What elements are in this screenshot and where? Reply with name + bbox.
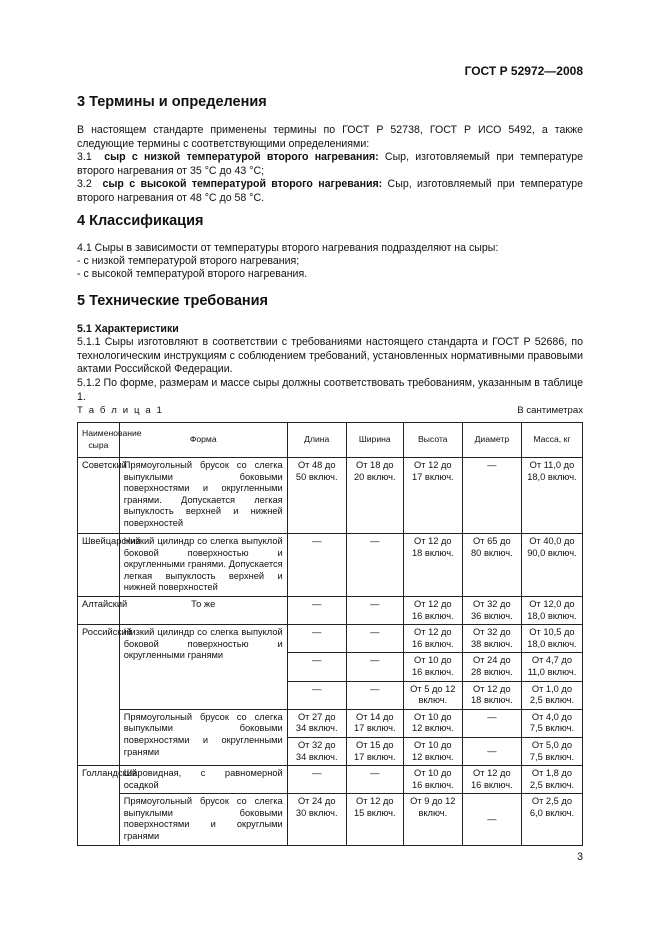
cell-height: От 9 до 12 включ. xyxy=(403,794,462,845)
cell-shape: Прямоугольный брусок со слегка выпуклыми боковыми поверхностями и округленными гранями. Допускается легкая выпуклость верхней и нижней поверхностей xyxy=(119,458,287,534)
paragraph-5-1-2: 5.1.2 По форме, размерам и массе сыры должны соответствовать требованиям, указанным в таблице 1. xyxy=(77,377,583,403)
cell-length: — xyxy=(287,534,346,597)
cell-diameter: От 12 до 18 включ. xyxy=(462,681,521,709)
cell-length: От 48 до 50 включ. xyxy=(287,458,346,534)
cell-length: — xyxy=(287,766,346,794)
term-3-2-number: 3.2 xyxy=(77,178,103,190)
cell-height: От 10 до 12 включ. xyxy=(403,709,462,737)
cell-name: Алтайский xyxy=(78,596,120,624)
cell-width: От 18 до 20 включ. xyxy=(346,458,403,534)
cell-length: От 32 до 34 включ. xyxy=(287,737,346,765)
term-3-1-term: сыр с низкой температурой второго нагревания: xyxy=(104,151,379,163)
cell-width: От 12 до 15 включ. xyxy=(346,794,403,845)
cell-diameter: — xyxy=(462,794,521,845)
cell-width: От 15 до 17 включ. xyxy=(346,737,403,765)
cell-diameter: От 65 до 80 включ. xyxy=(462,534,521,597)
cell-shape: Прямоугольный брусок со слегка выпуклыми боковыми поверхностями и округлыми гранями xyxy=(119,794,287,845)
cell-height: От 5 до 12 включ. xyxy=(403,681,462,709)
table-header-row xyxy=(78,423,583,458)
cell-height: От 10 до 16 включ. xyxy=(403,653,462,681)
paragraph-5-1-1: 5.1.1 Сыры изготовляют в соответствии с требованиями настоящего стандарта и ГОСТ Р 52686, по технологическим инструкциям с соблюдением требований, установленных нормативными правовыми актами Российской Федерации. xyxy=(77,336,583,376)
cell-mass: От 2,5 до 6,0 включ. xyxy=(521,794,582,845)
table-label: Т а б л и ц а 1 xyxy=(77,405,164,416)
cell-mass: От 11,0 до 18,0 включ. xyxy=(521,458,582,534)
term-3-2 xyxy=(77,178,583,205)
table-row xyxy=(78,534,583,597)
cell-mass: От 12,0 до 18,0 включ. xyxy=(521,596,582,624)
section-4-paragraph: 4.1 Сыры в зависимости от температуры второго нагревания подразделяют на сыры: xyxy=(77,242,499,254)
cell-diameter: От 32 до 36 включ. xyxy=(462,596,521,624)
cell-name: Российский xyxy=(78,625,120,766)
cell-height: От 12 до 18 включ. xyxy=(403,534,462,597)
cell-length: От 24 до 30 включ. xyxy=(287,794,346,845)
term-3-1-number: 3.1 xyxy=(77,151,105,163)
cell-diameter: — xyxy=(462,709,521,737)
cell-diameter: — xyxy=(462,458,521,534)
term-3-1 xyxy=(77,151,583,178)
cell-width: — xyxy=(346,534,403,597)
cell-width: — xyxy=(346,653,403,681)
section-3-title: 3 Термины и определения xyxy=(77,94,267,110)
table-row xyxy=(78,596,583,624)
cell-length: — xyxy=(287,596,346,624)
subsection-5-1-title: 5.1 Характеристики xyxy=(77,323,179,335)
cell-shape: То же xyxy=(119,596,287,624)
cell-width: От 14 до 17 включ. xyxy=(346,709,403,737)
section-3-intro: В настоящем стандарте применены термины по ГОСТ Р 52738, ГОСТ Р ИСО 5492, а также следующие термины с соответствующими определениями: xyxy=(77,124,583,150)
cell-diameter: От 12 до 16 включ. xyxy=(462,766,521,794)
cell-height: От 12 до 16 включ. xyxy=(403,596,462,624)
cell-mass: От 4,7 до 11,0 включ. xyxy=(521,653,582,681)
cell-shape: Прямоугольный брусок со слегка выпуклыми боковыми поверхностями и округленными гранями xyxy=(119,709,287,765)
cell-shape: Шаровидная, с равномерной осадкой xyxy=(119,766,287,794)
cell-height: От 12 до 16 включ. xyxy=(403,625,462,653)
cell-shape: Низкий цилиндр со слегка выпуклой боковой поверхностью и округленными гранями xyxy=(119,625,287,710)
cell-height: От 10 до 12 включ. xyxy=(403,737,462,765)
cell-height: От 12 до 17 включ. xyxy=(403,458,462,534)
cell-mass: От 4,0 до 7,5 включ. xyxy=(521,709,582,737)
cell-diameter: От 24 до 28 включ. xyxy=(462,653,521,681)
cell-length: — xyxy=(287,681,346,709)
table-row xyxy=(78,625,583,653)
cell-name: Голландский xyxy=(78,766,120,846)
section-5-title: 5 Технические требования xyxy=(77,293,269,309)
col-header-length: Длина xyxy=(287,423,346,458)
table-row xyxy=(78,766,583,794)
cell-name: Советский xyxy=(78,458,120,534)
cell-height: От 10 до 16 включ. xyxy=(403,766,462,794)
classification-item-high: - с высокой температурой второго нагревания. xyxy=(77,268,308,280)
cell-mass: От 40,0 до 90,0 включ. xyxy=(521,534,582,597)
cell-mass: От 5,0 до 7,5 включ. xyxy=(521,737,582,765)
cell-length: От 27 до 34 включ. xyxy=(287,709,346,737)
section-4-title: 4 Классификация xyxy=(77,213,204,229)
cell-name: Швейцарский xyxy=(78,534,120,597)
col-header-mass: Масса, кг xyxy=(521,423,582,458)
cell-width: — xyxy=(346,766,403,794)
cell-width: — xyxy=(346,596,403,624)
table-row xyxy=(78,794,583,845)
cell-length: — xyxy=(287,653,346,681)
term-3-1-definition: Сыр, изготовляемый при температуре второго нагревания от 35 °С до 43 °С; xyxy=(77,151,583,177)
col-header-shape: Форма xyxy=(119,423,287,458)
col-header-diameter: Диаметр xyxy=(462,423,521,458)
term-3-2-term: сыр с высокой температурой второго нагревания: xyxy=(102,178,383,190)
col-header-name: Наименование сыра xyxy=(78,423,120,458)
cell-width: — xyxy=(346,625,403,653)
table-row xyxy=(78,709,583,737)
cell-width: — xyxy=(346,681,403,709)
cell-mass: От 1,8 до 2,5 включ. xyxy=(521,766,582,794)
table-row xyxy=(78,458,583,534)
cell-mass: От 1,0 до 2,5 включ. xyxy=(521,681,582,709)
cell-diameter: От 32 до 38 включ. xyxy=(462,625,521,653)
standard-code: ГОСТ Р 52972—2008 xyxy=(464,64,583,78)
col-header-width: Ширина xyxy=(346,423,403,458)
col-header-height: Высота xyxy=(403,423,462,458)
cheese-spec-table xyxy=(77,422,583,846)
cell-shape: Низкий цилиндр со слегка выпуклой боковой поверхностью и округленными гранями. Допускается легкая выпуклость верхней и нижней поверхностей xyxy=(119,534,287,597)
page-number: 3 xyxy=(577,851,583,863)
cell-mass: От 10,5 до 18,0 включ. xyxy=(521,625,582,653)
cell-length: — xyxy=(287,625,346,653)
classification-item-low: - с низкой температурой второго нагревания; xyxy=(77,255,300,267)
term-3-2-definition: Сыр, изготовляемый при температуре второго нагревания от 48 °С до 58 °С. xyxy=(77,178,583,204)
table-units: В сантиметрах xyxy=(517,405,583,416)
cell-diameter: — xyxy=(462,737,521,765)
